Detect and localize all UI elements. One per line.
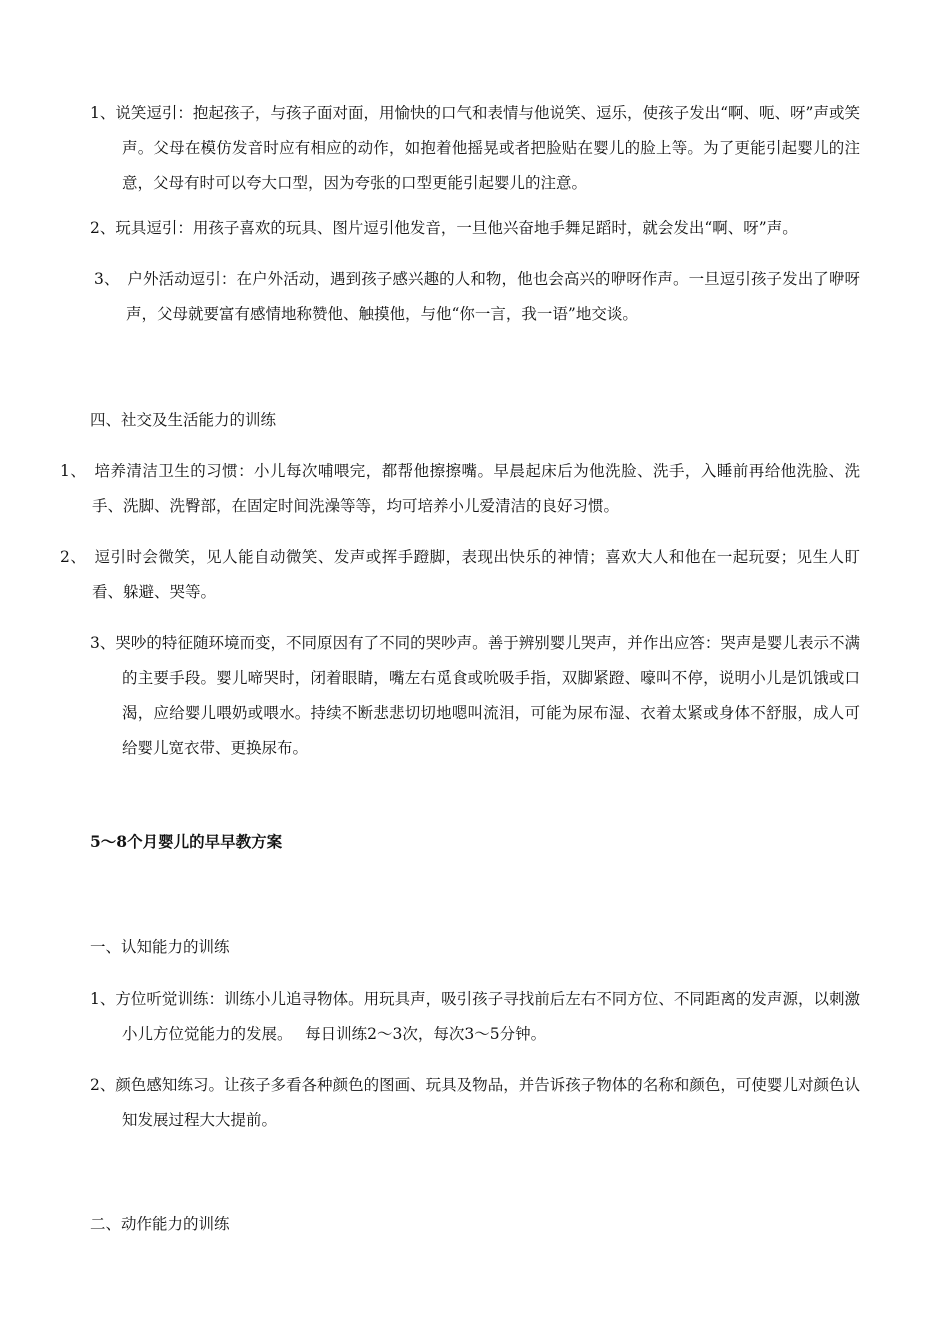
social-section-heading: 四、社交及生活能力的训练 xyxy=(90,411,277,429)
cognitive-section-heading: 一、认知能力的训练 xyxy=(90,938,230,956)
motor-section-heading: 二、动作能力的训练 xyxy=(90,1215,230,1233)
speech-item-2: 2、玩具逗引：用孩子喜欢的玩具、图片逗引他发音，一旦他兴奋地手舞足蹈时，就会发出“啊、呀”声。 xyxy=(90,219,798,237)
cognitive-item-1: 1、方位听觉训练：训练小儿追寻物体。用玩具声，吸引孩子寻找前后左右不同方位、不同距离的发声源，以刺激小儿方位觉能力的发展。 每日训练2～3次，每次3～5分钟。 xyxy=(90,990,860,1043)
speech-item-3: 3、 户外活动逗引：在户外活动，遇到孩子感兴趣的人和物，他也会高兴的咿呀作声。一旦逗引孩子发出了咿呀声，父母就要富有感情地称赞他、触摸他，与他“你一言，我一语”地交谈。 xyxy=(94,270,860,323)
speech-item-1: 1、说笑逗引：抱起孩子，与孩子面对面，用愉快的口气和表情与他说笑、逗乐，使孩子发出“啊、呃、呀”声或笑声。父母在模仿发音时应有相应的动作，如抱着他摇晃或者把脸贴在婴儿的脸上等。为了更能引起婴儿的注意，父母有时可以夸大口型，因为夸张的口型更能引起婴儿的注意。 xyxy=(90,104,860,192)
social-item-1: 1、 培养清洁卫生的习惯：小儿每次哺喂完，都帮他擦擦嘴。早晨起床后为他洗脸、洗手，入睡前再给他洗脸、洗手、洗脚、洗臀部，在固定时间洗澡等等，均可培养小儿爱清洁的良好习惯。 xyxy=(60,462,860,515)
social-item-3: 3、哭吵的特征随环境而变，不同原因有了不同的哭吵声。善于辨别婴儿哭声，并作出应答：哭声是婴儿表示不满的主要手段。婴儿啼哭时，闭着眼睛，嘴左右觅食或吮吸手指，双脚紧蹬、嚎叫不停，说明小儿是饥饿或口渴，应给婴儿喂奶或喂水。持续不断悲悲切切地嗯叫流泪，可能为尿布湿、衣着太紧或身体不舒服，成人可给婴儿宽衣带、更换尿布。 xyxy=(90,634,860,757)
cognitive-item-2: 2、颜色感知练习。让孩子多看各种颜色的图画、玩具及物品，并告诉孩子物体的名称和颜色，可使婴儿对颜色认知发展过程大大提前。 xyxy=(90,1076,860,1129)
social-item-2: 2、 逗引时会微笑，见人能自动微笑、发声或挥手蹬脚，表现出快乐的神情；喜欢大人和他在一起玩耍；见生人盯看、躲避、哭等。 xyxy=(60,548,860,601)
plan-title: 5～8个月婴儿的早早教方案 xyxy=(90,832,283,851)
